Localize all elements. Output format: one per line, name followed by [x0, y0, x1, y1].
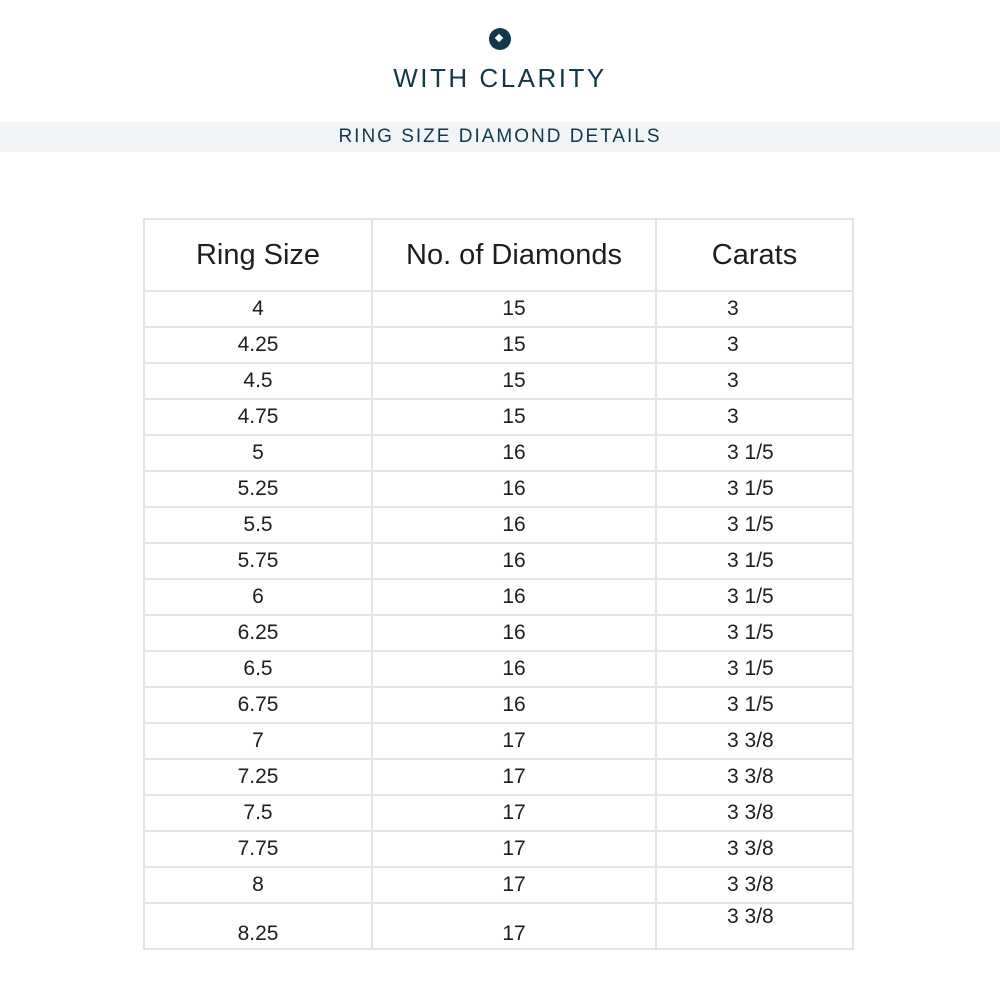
- diamond-count-cell: 15: [372, 363, 656, 399]
- diamond-count-cell: 17: [372, 795, 656, 831]
- diamond-count-cell: 17: [372, 723, 656, 759]
- diamond-count-cell: 15: [372, 291, 656, 327]
- diamond-count-cell: 16: [372, 507, 656, 543]
- table-row: [144, 507, 853, 543]
- table-row: [144, 471, 853, 507]
- table-row: [144, 543, 853, 579]
- diamond-count-cell: 17: [372, 903, 656, 949]
- title-banner: [0, 122, 1000, 152]
- carat-cell: 3 1/5: [656, 615, 853, 651]
- column-header-ring-size: Ring Size: [144, 219, 372, 291]
- diamond-count-cell: 16: [372, 651, 656, 687]
- diamond-count-cell: 16: [372, 543, 656, 579]
- column-header-diamond-count: No. of Diamonds: [372, 219, 656, 291]
- diamond-circle-icon: [489, 28, 511, 50]
- carat-cell: 3 1/5: [656, 687, 853, 723]
- table-row: [144, 327, 853, 363]
- table-header-row: [144, 219, 853, 291]
- carat-cell: 3 3/8: [656, 903, 853, 949]
- carat-cell: 3 3/8: [656, 759, 853, 795]
- table-row: [144, 399, 853, 435]
- table-row: [144, 651, 853, 687]
- ring-size-cell: 6.75: [144, 687, 372, 723]
- ring-size-cell: 4: [144, 291, 372, 327]
- ring-size-cell: 8: [144, 867, 372, 903]
- carat-cell: 3 1/5: [656, 651, 853, 687]
- ring-size-cell: 7.5: [144, 795, 372, 831]
- ring-size-cell: 4.75: [144, 399, 372, 435]
- table-row: [144, 291, 853, 327]
- diamond-count-cell: 16: [372, 615, 656, 651]
- ring-size-cell: 7.25: [144, 759, 372, 795]
- carat-cell: 3: [656, 291, 853, 327]
- table-row: [144, 795, 853, 831]
- diamond-count-cell: 16: [372, 435, 656, 471]
- table-row: [144, 903, 853, 949]
- ring-size-cell: 7.75: [144, 831, 372, 867]
- diamond-count-cell: 17: [372, 759, 656, 795]
- ring-size-cell: 5: [144, 435, 372, 471]
- diamond-glyph: [495, 34, 503, 42]
- ring-size-cell: 5.5: [144, 507, 372, 543]
- carat-cell: 3 1/5: [656, 543, 853, 579]
- ring-size-cell: 7: [144, 723, 372, 759]
- table-row: [144, 831, 853, 867]
- table-row: [144, 759, 853, 795]
- table-row: [144, 687, 853, 723]
- carat-cell: 3 3/8: [656, 831, 853, 867]
- ring-size-cell: 6.25: [144, 615, 372, 651]
- page-title: RING SIZE DIAMOND DETAILS: [338, 126, 662, 147]
- ring-size-cell: 8.25: [144, 903, 372, 949]
- brand-name: WITH CLARITY: [393, 63, 607, 93]
- carat-cell: 3 3/8: [656, 795, 853, 831]
- carat-cell: 3: [656, 327, 853, 363]
- carat-cell: 3 3/8: [656, 867, 853, 903]
- ring-size-cell: 6: [144, 579, 372, 615]
- ring-size-cell: 4.5: [144, 363, 372, 399]
- table-row: [144, 615, 853, 651]
- carat-cell: 3 1/5: [656, 507, 853, 543]
- ring-size-cell: 5.75: [144, 543, 372, 579]
- diamond-count-cell: 16: [372, 471, 656, 507]
- diamond-count-cell: 16: [372, 687, 656, 723]
- carat-cell: 3 1/5: [656, 579, 853, 615]
- diamond-count-cell: 17: [372, 831, 656, 867]
- table-row: [144, 579, 853, 615]
- ring-size-cell: 6.5: [144, 651, 372, 687]
- ring-size-cell: 4.25: [144, 327, 372, 363]
- carat-cell: 3 1/5: [656, 435, 853, 471]
- carat-cell: 3: [656, 399, 853, 435]
- carat-cell: 3 3/8: [656, 723, 853, 759]
- ring-size-cell: 5.25: [144, 471, 372, 507]
- diamond-count-cell: 15: [372, 399, 656, 435]
- carat-cell: 3: [656, 363, 853, 399]
- table-row: [144, 723, 853, 759]
- ring-size-table: [143, 218, 854, 950]
- table-row: [144, 435, 853, 471]
- diamond-count-cell: 16: [372, 579, 656, 615]
- diamond-count-cell: 17: [372, 867, 656, 903]
- column-header-carats: Carats: [656, 219, 853, 291]
- carat-cell: 3 1/5: [656, 471, 853, 507]
- table-row: [144, 867, 853, 903]
- diamond-count-cell: 15: [372, 327, 656, 363]
- table-row: [144, 363, 853, 399]
